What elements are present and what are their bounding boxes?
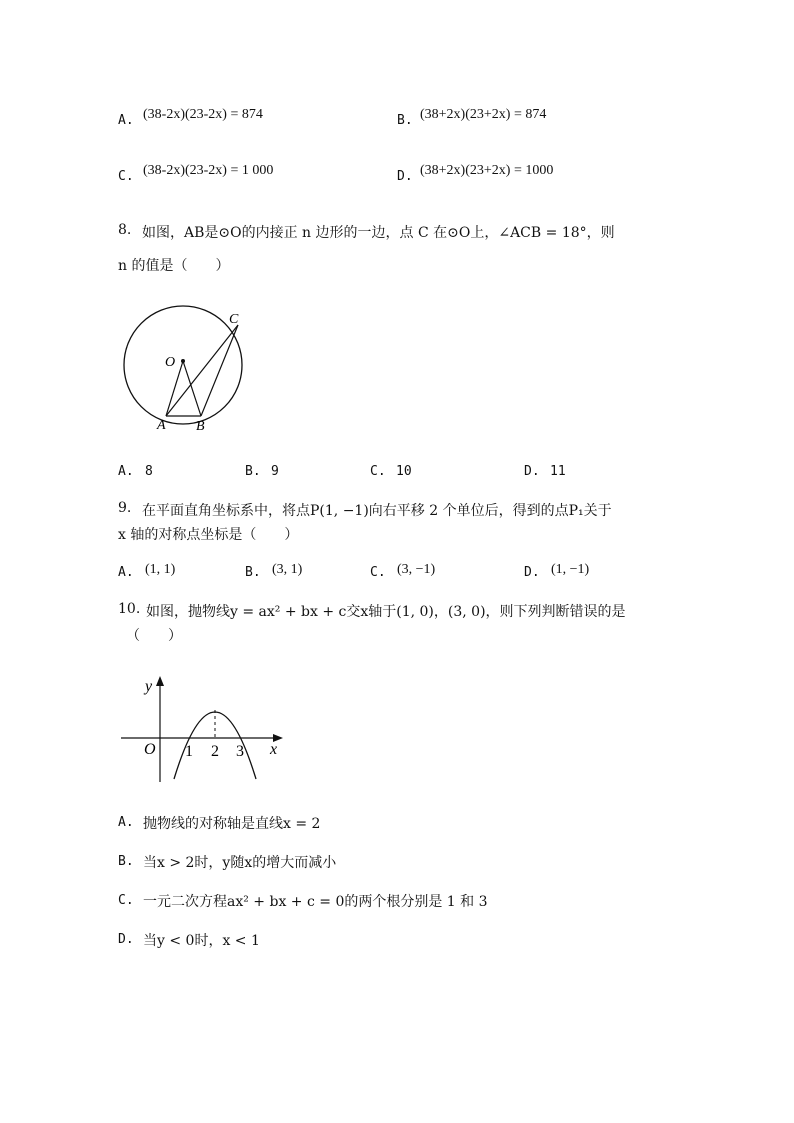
circle-o xyxy=(124,306,242,424)
q10-parabola-figure xyxy=(115,670,290,785)
q9-option-c-text: (3, −1) xyxy=(397,562,436,577)
label-a: A xyxy=(157,418,166,433)
q8-option-a-label: A. xyxy=(118,464,134,479)
q8-stem-line2: n 的值是（ ） xyxy=(118,258,230,274)
q8-option-d-text: 11 xyxy=(550,464,566,479)
q7-option-d-label: D. xyxy=(397,169,413,184)
q7-option-b-expr: (38+2x)(23+2x) = 874 xyxy=(420,107,547,122)
q9-option-a-label: A. xyxy=(118,565,134,580)
label-y: y xyxy=(145,678,153,695)
label-b: B xyxy=(196,419,205,434)
q9-option-d-label: D. xyxy=(524,565,540,580)
q10-option-c-label: C. xyxy=(118,893,134,908)
q8-stem-line1: 如图，AB是⊙O的内接正 n 边形的一边，点 C 在⊙O上，∠ACB = 18°，则 xyxy=(142,225,615,241)
q9-option-c-label: C. xyxy=(370,565,386,580)
q10-option-b-text: 当x > 2时，y随x的增大而减小 xyxy=(143,855,337,871)
q9-option-a-text: (1, 1) xyxy=(145,562,176,577)
q8-option-d-label: D. xyxy=(524,464,540,479)
label-c: C xyxy=(229,312,239,327)
q9-stem-line1: 在平面直角坐标系中，将点P(1, −1)向右平移 2 个单位后，得到的点P₁关于 xyxy=(142,503,612,519)
q9-stem-line2: x 轴的对称点坐标是（ ） xyxy=(118,527,299,543)
segment-ob xyxy=(183,361,201,416)
q7-option-d-expr: (38+2x)(23+2x) = 1000 xyxy=(420,163,554,178)
label-o: O xyxy=(165,355,176,370)
q10-option-c-text: 一元二次方程ax² + bx + c = 0的两个根分别是 1 和 3 xyxy=(143,894,488,910)
q8-option-c-label: C. xyxy=(370,464,386,479)
q10-number: 10. xyxy=(118,601,141,617)
tick-3: 3 xyxy=(236,743,244,760)
q7-option-c-expr: (38-2x)(23-2x) = 1 000 xyxy=(143,163,274,178)
label-x: x xyxy=(270,741,278,758)
q9-option-d-text: (1, −1) xyxy=(551,562,590,577)
segment-bc xyxy=(201,325,238,416)
q10-option-d-label: D. xyxy=(118,932,134,947)
q10-option-d-text: 当y < 0时，x < 1 xyxy=(143,933,260,949)
q8-circle-figure xyxy=(115,305,255,435)
q8-option-c-text: 10 xyxy=(396,464,412,479)
y-axis-arrow xyxy=(156,676,164,686)
label-origin: O xyxy=(144,741,156,758)
tick-2: 2 xyxy=(211,743,219,760)
center-point xyxy=(181,359,185,363)
q8-option-b-text: 9 xyxy=(271,464,279,479)
q10-option-b-label: B. xyxy=(118,854,134,869)
q8-option-b-label: B. xyxy=(245,464,261,479)
q10-option-a-label: A. xyxy=(118,815,134,830)
q7-option-b-label: B. xyxy=(397,113,413,128)
q7-option-a-label: A. xyxy=(118,113,134,128)
q9-number: 9. xyxy=(118,500,132,516)
q10-stem-line2: （ ） xyxy=(126,628,182,644)
q10-option-a-text: 抛物线的对称轴是直线x = 2 xyxy=(143,816,321,832)
q9-option-b-text: (3, 1) xyxy=(272,562,303,577)
q9-option-b-label: B. xyxy=(245,565,261,580)
q7-option-c-label: C. xyxy=(118,169,134,184)
q10-stem-line1: 如图，抛物线y = ax² + bx + c交x轴于(1, 0)，(3, 0)，则下列判断错误的是 xyxy=(146,604,626,620)
q8-option-a-text: 8 xyxy=(145,464,153,479)
q7-option-a-expr: (38-2x)(23-2x) = 874 xyxy=(143,107,263,122)
tick-1: 1 xyxy=(185,743,193,760)
q8-number: 8. xyxy=(118,222,132,238)
segment-ac xyxy=(166,325,238,416)
